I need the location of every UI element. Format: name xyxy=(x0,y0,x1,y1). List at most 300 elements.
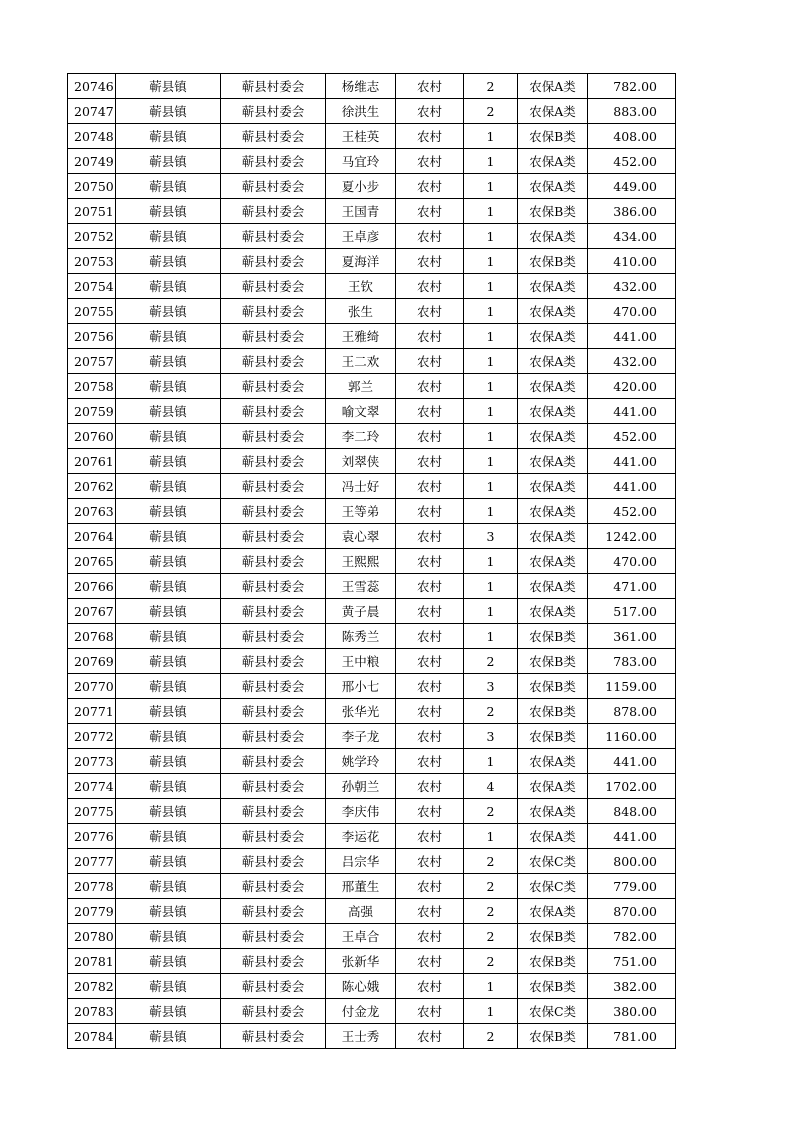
residence-type-cell: 农村 xyxy=(396,799,464,824)
town-cell: 蕲县镇 xyxy=(116,249,221,274)
town-cell: 蕲县镇 xyxy=(116,949,221,974)
table-row xyxy=(68,124,676,149)
town-cell: 蕲县镇 xyxy=(116,524,221,549)
insurance-class-cell: 农保A类 xyxy=(518,274,588,299)
name-cell: 马宜玲 xyxy=(326,149,396,174)
insurance-class-cell: 农保A类 xyxy=(518,799,588,824)
record-id-cell: 20783 xyxy=(68,999,116,1024)
town-cell: 蕲县镇 xyxy=(116,824,221,849)
table-row xyxy=(68,774,676,799)
name-cell: 邢小七 xyxy=(326,674,396,699)
name-cell: 王卓合 xyxy=(326,924,396,949)
name-cell: 喻文翠 xyxy=(326,399,396,424)
amount-cell: 361.00 xyxy=(588,624,676,649)
amount-cell: 470.00 xyxy=(588,549,676,574)
name-cell: 陈秀兰 xyxy=(326,624,396,649)
name-cell: 张华光 xyxy=(326,699,396,724)
residence-type-cell: 农村 xyxy=(396,99,464,124)
household-size-cell: 2 xyxy=(464,849,518,874)
household-size-cell: 1 xyxy=(464,549,518,574)
insurance-class-cell: 农保A类 xyxy=(518,399,588,424)
residence-type-cell: 农村 xyxy=(396,449,464,474)
name-cell: 李二玲 xyxy=(326,424,396,449)
residence-type-cell: 农村 xyxy=(396,899,464,924)
residence-type-cell: 农村 xyxy=(396,724,464,749)
village-committee-cell: 蕲县村委会 xyxy=(221,174,326,199)
table-row xyxy=(68,1024,676,1049)
amount-cell: 783.00 xyxy=(588,649,676,674)
name-cell: 王士秀 xyxy=(326,1024,396,1049)
table-row xyxy=(68,549,676,574)
town-cell: 蕲县镇 xyxy=(116,324,221,349)
table-row xyxy=(68,624,676,649)
village-committee-cell: 蕲县村委会 xyxy=(221,874,326,899)
residence-type-cell: 农村 xyxy=(396,574,464,599)
insurance-class-cell: 农保A类 xyxy=(518,224,588,249)
amount-cell: 420.00 xyxy=(588,374,676,399)
record-id-cell: 20761 xyxy=(68,449,116,474)
name-cell: 王雅绮 xyxy=(326,324,396,349)
name-cell: 刘翠侠 xyxy=(326,449,396,474)
amount-cell: 434.00 xyxy=(588,224,676,249)
residence-type-cell: 农村 xyxy=(396,124,464,149)
insurance-class-cell: 农保A类 xyxy=(518,524,588,549)
name-cell: 王桂英 xyxy=(326,124,396,149)
amount-cell: 452.00 xyxy=(588,424,676,449)
table-row xyxy=(68,149,676,174)
village-committee-cell: 蕲县村委会 xyxy=(221,699,326,724)
record-id-cell: 20768 xyxy=(68,624,116,649)
insurance-class-cell: 农保B类 xyxy=(518,699,588,724)
residence-type-cell: 农村 xyxy=(396,399,464,424)
table-row xyxy=(68,349,676,374)
household-size-cell: 1 xyxy=(464,824,518,849)
household-size-cell: 2 xyxy=(464,899,518,924)
village-committee-cell: 蕲县村委会 xyxy=(221,324,326,349)
insurance-class-cell: 农保A类 xyxy=(518,99,588,124)
household-size-cell: 3 xyxy=(464,724,518,749)
household-size-cell: 1 xyxy=(464,974,518,999)
table-row xyxy=(68,849,676,874)
town-cell: 蕲县镇 xyxy=(116,474,221,499)
residence-type-cell: 农村 xyxy=(396,374,464,399)
residence-type-cell: 农村 xyxy=(396,924,464,949)
record-id-cell: 20754 xyxy=(68,274,116,299)
village-committee-cell: 蕲县村委会 xyxy=(221,549,326,574)
insurance-class-cell: 农保A类 xyxy=(518,74,588,99)
record-id-cell: 20748 xyxy=(68,124,116,149)
town-cell: 蕲县镇 xyxy=(116,99,221,124)
residence-type-cell: 农村 xyxy=(396,149,464,174)
town-cell: 蕲县镇 xyxy=(116,374,221,399)
village-committee-cell: 蕲县村委会 xyxy=(221,124,326,149)
table-row xyxy=(68,674,676,699)
record-id-cell: 20762 xyxy=(68,474,116,499)
record-id-cell: 20778 xyxy=(68,874,116,899)
residence-type-cell: 农村 xyxy=(396,1024,464,1049)
amount-cell: 441.00 xyxy=(588,474,676,499)
name-cell: 吕宗华 xyxy=(326,849,396,874)
amount-cell: 800.00 xyxy=(588,849,676,874)
village-committee-cell: 蕲县村委会 xyxy=(221,599,326,624)
name-cell: 夏小步 xyxy=(326,174,396,199)
amount-cell: 382.00 xyxy=(588,974,676,999)
amount-cell: 870.00 xyxy=(588,899,676,924)
village-committee-cell: 蕲县村委会 xyxy=(221,224,326,249)
village-committee-cell: 蕲县村委会 xyxy=(221,824,326,849)
town-cell: 蕲县镇 xyxy=(116,124,221,149)
residence-type-cell: 农村 xyxy=(396,599,464,624)
amount-cell: 779.00 xyxy=(588,874,676,899)
table-row xyxy=(68,924,676,949)
table-row xyxy=(68,974,676,999)
village-committee-cell: 蕲县村委会 xyxy=(221,999,326,1024)
village-committee-cell: 蕲县村委会 xyxy=(221,574,326,599)
village-committee-cell: 蕲县村委会 xyxy=(221,299,326,324)
table-body xyxy=(68,74,676,1049)
household-size-cell: 1 xyxy=(464,474,518,499)
town-cell: 蕲县镇 xyxy=(116,774,221,799)
table-row xyxy=(68,174,676,199)
name-cell: 袁心翠 xyxy=(326,524,396,549)
residence-type-cell: 农村 xyxy=(396,649,464,674)
record-id-cell: 20767 xyxy=(68,599,116,624)
town-cell: 蕲县镇 xyxy=(116,849,221,874)
household-size-cell: 1 xyxy=(464,999,518,1024)
name-cell: 王国青 xyxy=(326,199,396,224)
name-cell: 邢董生 xyxy=(326,874,396,899)
town-cell: 蕲县镇 xyxy=(116,624,221,649)
village-committee-cell: 蕲县村委会 xyxy=(221,249,326,274)
table-row xyxy=(68,224,676,249)
household-size-cell: 2 xyxy=(464,649,518,674)
insurance-class-cell: 农保B类 xyxy=(518,949,588,974)
table-row xyxy=(68,249,676,274)
town-cell: 蕲县镇 xyxy=(116,649,221,674)
record-id-cell: 20751 xyxy=(68,199,116,224)
insurance-class-cell: 农保A类 xyxy=(518,424,588,449)
town-cell: 蕲县镇 xyxy=(116,449,221,474)
table-row xyxy=(68,99,676,124)
record-id-cell: 20771 xyxy=(68,699,116,724)
insurance-class-cell: 农保A类 xyxy=(518,474,588,499)
table-row xyxy=(68,574,676,599)
amount-cell: 470.00 xyxy=(588,299,676,324)
insurance-class-cell: 农保A类 xyxy=(518,774,588,799)
record-id-cell: 20782 xyxy=(68,974,116,999)
amount-cell: 1160.00 xyxy=(588,724,676,749)
name-cell: 黄子晨 xyxy=(326,599,396,624)
town-cell: 蕲县镇 xyxy=(116,899,221,924)
record-id-cell: 20752 xyxy=(68,224,116,249)
household-size-cell: 2 xyxy=(464,99,518,124)
name-cell: 王钦 xyxy=(326,274,396,299)
name-cell: 李庆伟 xyxy=(326,799,396,824)
residence-type-cell: 农村 xyxy=(396,824,464,849)
record-id-cell: 20756 xyxy=(68,324,116,349)
amount-cell: 441.00 xyxy=(588,749,676,774)
town-cell: 蕲县镇 xyxy=(116,1024,221,1049)
record-id-cell: 20780 xyxy=(68,924,116,949)
village-committee-cell: 蕲县村委会 xyxy=(221,624,326,649)
town-cell: 蕲县镇 xyxy=(116,999,221,1024)
record-id-cell: 20774 xyxy=(68,774,116,799)
town-cell: 蕲县镇 xyxy=(116,799,221,824)
table-row xyxy=(68,449,676,474)
town-cell: 蕲县镇 xyxy=(116,974,221,999)
town-cell: 蕲县镇 xyxy=(116,724,221,749)
insurance-class-cell: 农保B类 xyxy=(518,974,588,999)
name-cell: 王等弟 xyxy=(326,499,396,524)
household-size-cell: 1 xyxy=(464,299,518,324)
residence-type-cell: 农村 xyxy=(396,199,464,224)
record-id-cell: 20746 xyxy=(68,74,116,99)
name-cell: 李运花 xyxy=(326,824,396,849)
record-id-cell: 20757 xyxy=(68,349,116,374)
household-size-cell: 1 xyxy=(464,324,518,349)
residence-type-cell: 农村 xyxy=(396,224,464,249)
table-row xyxy=(68,749,676,774)
household-size-cell: 1 xyxy=(464,399,518,424)
table-row xyxy=(68,699,676,724)
amount-cell: 441.00 xyxy=(588,824,676,849)
insurance-class-cell: 农保B类 xyxy=(518,124,588,149)
village-committee-cell: 蕲县村委会 xyxy=(221,649,326,674)
amount-cell: 432.00 xyxy=(588,274,676,299)
insurance-class-cell: 农保A类 xyxy=(518,449,588,474)
residence-type-cell: 农村 xyxy=(396,74,464,99)
name-cell: 冯士好 xyxy=(326,474,396,499)
insurance-class-cell: 农保A类 xyxy=(518,374,588,399)
residence-type-cell: 农村 xyxy=(396,974,464,999)
village-committee-cell: 蕲县村委会 xyxy=(221,374,326,399)
amount-cell: 878.00 xyxy=(588,699,676,724)
insurance-class-cell: 农保B类 xyxy=(518,674,588,699)
record-id-cell: 20760 xyxy=(68,424,116,449)
household-size-cell: 1 xyxy=(464,224,518,249)
insurance-class-cell: 农保B类 xyxy=(518,724,588,749)
household-size-cell: 2 xyxy=(464,874,518,899)
record-id-cell: 20770 xyxy=(68,674,116,699)
village-committee-cell: 蕲县村委会 xyxy=(221,674,326,699)
record-id-cell: 20755 xyxy=(68,299,116,324)
insurance-class-cell: 农保B类 xyxy=(518,624,588,649)
village-committee-cell: 蕲县村委会 xyxy=(221,149,326,174)
name-cell: 郭兰 xyxy=(326,374,396,399)
village-committee-cell: 蕲县村委会 xyxy=(221,799,326,824)
record-id-cell: 20763 xyxy=(68,499,116,524)
residence-type-cell: 农村 xyxy=(396,674,464,699)
record-id-cell: 20758 xyxy=(68,374,116,399)
table-row xyxy=(68,524,676,549)
town-cell: 蕲县镇 xyxy=(116,499,221,524)
name-cell: 夏海洋 xyxy=(326,249,396,274)
household-size-cell: 1 xyxy=(464,749,518,774)
household-size-cell: 1 xyxy=(464,274,518,299)
village-committee-cell: 蕲县村委会 xyxy=(221,99,326,124)
village-committee-cell: 蕲县村委会 xyxy=(221,849,326,874)
record-id-cell: 20773 xyxy=(68,749,116,774)
residence-type-cell: 农村 xyxy=(396,299,464,324)
beneficiary-table xyxy=(67,73,676,1049)
table-row xyxy=(68,649,676,674)
household-size-cell: 4 xyxy=(464,774,518,799)
name-cell: 付金龙 xyxy=(326,999,396,1024)
amount-cell: 848.00 xyxy=(588,799,676,824)
village-committee-cell: 蕲县村委会 xyxy=(221,74,326,99)
village-committee-cell: 蕲县村委会 xyxy=(221,924,326,949)
household-size-cell: 1 xyxy=(464,124,518,149)
town-cell: 蕲县镇 xyxy=(116,349,221,374)
insurance-class-cell: 农保A类 xyxy=(518,599,588,624)
name-cell: 孙朝兰 xyxy=(326,774,396,799)
table-row xyxy=(68,474,676,499)
insurance-class-cell: 农保A类 xyxy=(518,149,588,174)
amount-cell: 883.00 xyxy=(588,99,676,124)
insurance-class-cell: 农保A类 xyxy=(518,824,588,849)
record-id-cell: 20747 xyxy=(68,99,116,124)
record-id-cell: 20753 xyxy=(68,249,116,274)
table-row xyxy=(68,199,676,224)
insurance-class-cell: 农保A类 xyxy=(518,174,588,199)
record-id-cell: 20784 xyxy=(68,1024,116,1049)
household-size-cell: 2 xyxy=(464,1024,518,1049)
village-committee-cell: 蕲县村委会 xyxy=(221,899,326,924)
household-size-cell: 1 xyxy=(464,599,518,624)
name-cell: 陈心娥 xyxy=(326,974,396,999)
household-size-cell: 1 xyxy=(464,174,518,199)
village-committee-cell: 蕲县村委会 xyxy=(221,974,326,999)
town-cell: 蕲县镇 xyxy=(116,749,221,774)
household-size-cell: 1 xyxy=(464,149,518,174)
name-cell: 王雪蕊 xyxy=(326,574,396,599)
insurance-class-cell: 农保B类 xyxy=(518,924,588,949)
name-cell: 李子龙 xyxy=(326,724,396,749)
table-row xyxy=(68,999,676,1024)
town-cell: 蕲县镇 xyxy=(116,699,221,724)
amount-cell: 432.00 xyxy=(588,349,676,374)
amount-cell: 781.00 xyxy=(588,1024,676,1049)
insurance-class-cell: 农保A类 xyxy=(518,574,588,599)
residence-type-cell: 农村 xyxy=(396,174,464,199)
amount-cell: 441.00 xyxy=(588,399,676,424)
residence-type-cell: 农村 xyxy=(396,874,464,899)
household-size-cell: 1 xyxy=(464,374,518,399)
amount-cell: 751.00 xyxy=(588,949,676,974)
record-id-cell: 20759 xyxy=(68,399,116,424)
village-committee-cell: 蕲县村委会 xyxy=(221,399,326,424)
village-committee-cell: 蕲县村委会 xyxy=(221,199,326,224)
residence-type-cell: 农村 xyxy=(396,749,464,774)
table-row xyxy=(68,949,676,974)
insurance-class-cell: 农保B类 xyxy=(518,649,588,674)
town-cell: 蕲县镇 xyxy=(116,274,221,299)
household-size-cell: 1 xyxy=(464,574,518,599)
household-size-cell: 2 xyxy=(464,74,518,99)
table-row xyxy=(68,424,676,449)
record-id-cell: 20749 xyxy=(68,149,116,174)
town-cell: 蕲县镇 xyxy=(116,549,221,574)
town-cell: 蕲县镇 xyxy=(116,574,221,599)
amount-cell: 1242.00 xyxy=(588,524,676,549)
village-committee-cell: 蕲县村委会 xyxy=(221,774,326,799)
town-cell: 蕲县镇 xyxy=(116,674,221,699)
table-row xyxy=(68,74,676,99)
amount-cell: 517.00 xyxy=(588,599,676,624)
amount-cell: 1702.00 xyxy=(588,774,676,799)
village-committee-cell: 蕲县村委会 xyxy=(221,949,326,974)
household-size-cell: 3 xyxy=(464,524,518,549)
village-committee-cell: 蕲县村委会 xyxy=(221,724,326,749)
insurance-class-cell: 农保A类 xyxy=(518,899,588,924)
amount-cell: 452.00 xyxy=(588,149,676,174)
town-cell: 蕲县镇 xyxy=(116,199,221,224)
residence-type-cell: 农村 xyxy=(396,274,464,299)
insurance-class-cell: 农保A类 xyxy=(518,349,588,374)
residence-type-cell: 农村 xyxy=(396,549,464,574)
insurance-class-cell: 农保C类 xyxy=(518,849,588,874)
town-cell: 蕲县镇 xyxy=(116,924,221,949)
town-cell: 蕲县镇 xyxy=(116,74,221,99)
name-cell: 张生 xyxy=(326,299,396,324)
town-cell: 蕲县镇 xyxy=(116,424,221,449)
insurance-class-cell: 农保A类 xyxy=(518,299,588,324)
household-size-cell: 1 xyxy=(464,249,518,274)
residence-type-cell: 农村 xyxy=(396,949,464,974)
record-id-cell: 20776 xyxy=(68,824,116,849)
town-cell: 蕲县镇 xyxy=(116,599,221,624)
record-id-cell: 20779 xyxy=(68,899,116,924)
insurance-class-cell: 农保B类 xyxy=(518,249,588,274)
table-row xyxy=(68,599,676,624)
residence-type-cell: 农村 xyxy=(396,349,464,374)
household-size-cell: 1 xyxy=(464,424,518,449)
residence-type-cell: 农村 xyxy=(396,699,464,724)
household-size-cell: 1 xyxy=(464,349,518,374)
residence-type-cell: 农村 xyxy=(396,474,464,499)
village-committee-cell: 蕲县村委会 xyxy=(221,499,326,524)
amount-cell: 471.00 xyxy=(588,574,676,599)
residence-type-cell: 农村 xyxy=(396,249,464,274)
household-size-cell: 1 xyxy=(464,624,518,649)
insurance-class-cell: 农保B类 xyxy=(518,199,588,224)
table-row xyxy=(68,799,676,824)
insurance-class-cell: 农保C类 xyxy=(518,999,588,1024)
household-size-cell: 2 xyxy=(464,699,518,724)
name-cell: 杨维志 xyxy=(326,74,396,99)
town-cell: 蕲县镇 xyxy=(116,874,221,899)
record-id-cell: 20769 xyxy=(68,649,116,674)
record-id-cell: 20750 xyxy=(68,174,116,199)
insurance-class-cell: 农保A类 xyxy=(518,549,588,574)
amount-cell: 452.00 xyxy=(588,499,676,524)
insurance-class-cell: 农保B类 xyxy=(518,1024,588,1049)
amount-cell: 782.00 xyxy=(588,74,676,99)
residence-type-cell: 农村 xyxy=(396,624,464,649)
amount-cell: 441.00 xyxy=(588,324,676,349)
table-row xyxy=(68,399,676,424)
table-row xyxy=(68,899,676,924)
household-size-cell: 1 xyxy=(464,499,518,524)
insurance-class-cell: 农保A类 xyxy=(518,324,588,349)
name-cell: 张新华 xyxy=(326,949,396,974)
amount-cell: 1159.00 xyxy=(588,674,676,699)
amount-cell: 449.00 xyxy=(588,174,676,199)
residence-type-cell: 农村 xyxy=(396,774,464,799)
table-row xyxy=(68,874,676,899)
name-cell: 徐洪生 xyxy=(326,99,396,124)
table-row xyxy=(68,274,676,299)
